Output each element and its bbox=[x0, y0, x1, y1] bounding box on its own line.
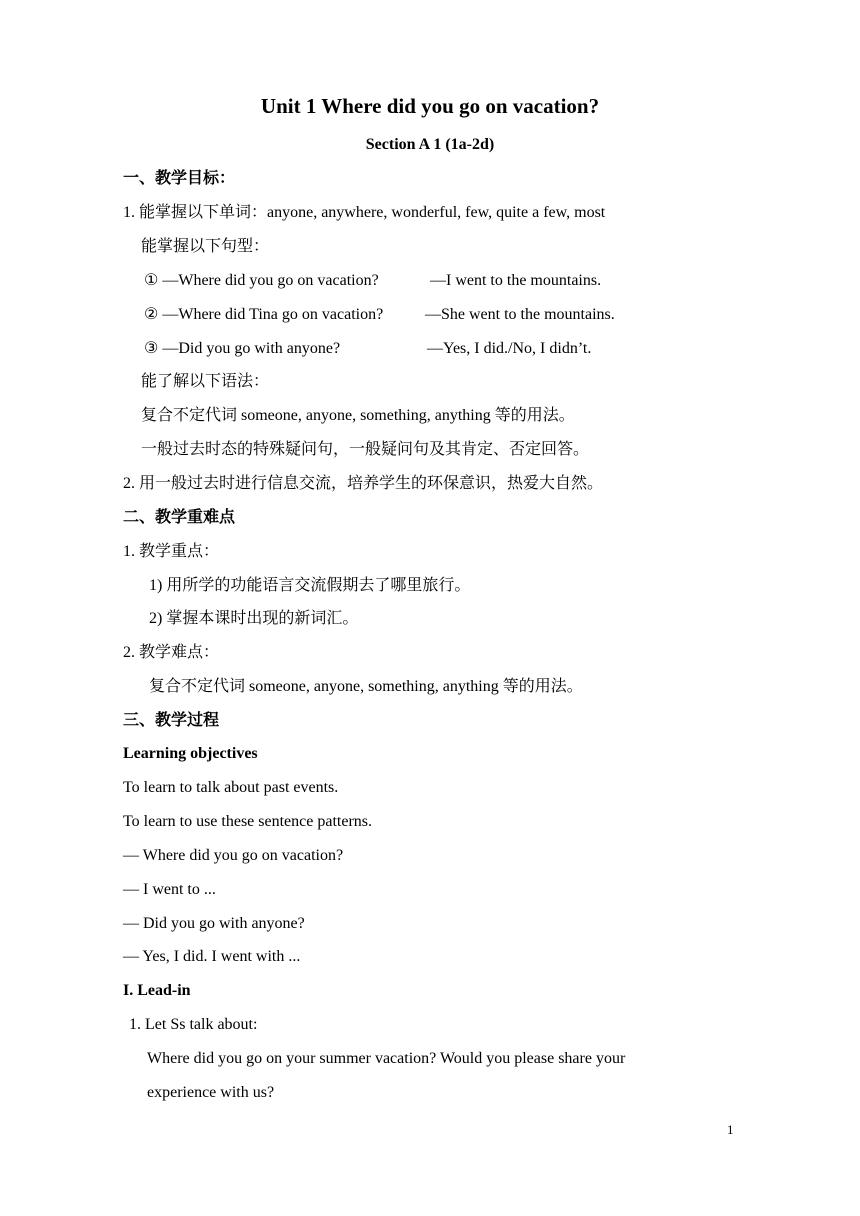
learning-objective: To learn to use these sentence patterns. bbox=[123, 813, 373, 830]
pattern-question: ① —Where did you go on vacation? bbox=[144, 272, 379, 289]
pattern-answer: —I went to the mountains. bbox=[430, 272, 602, 289]
difficulty-item: 复合不定代词 someone, anyone, something, anything 等的用法。 bbox=[149, 678, 583, 695]
focus-label: 1. 教学重点： bbox=[123, 543, 220, 560]
lead-in-heading: I. Lead-in bbox=[123, 982, 191, 999]
page-subtitle: Section A 1 (1a-2d) bbox=[365, 136, 495, 153]
objectives-heading: 一、教学目标： bbox=[123, 170, 236, 187]
grammar-line: 一般过去时态的特殊疑问句，一般疑问句及其肯定、否定回答。 bbox=[141, 441, 590, 458]
pattern-answer: —Yes, I did./No, I didn’t. bbox=[427, 340, 592, 357]
dialogue-line: — Yes, I did. I went with ... bbox=[123, 948, 301, 965]
grammar-line: 复合不定代词 someone, anyone, something, anything 等的用法。 bbox=[141, 407, 575, 424]
pattern-question: ② —Where did Tina go on vacation? bbox=[144, 306, 384, 323]
dialogue-line: — I went to ... bbox=[123, 881, 216, 898]
objectives-item-2: 2. 用一般过去时进行信息交流，培养学生的环保意识，热爱大自然。 bbox=[123, 475, 604, 492]
patterns-label: 能掌握以下句型： bbox=[141, 238, 270, 255]
page-title: Unit 1 Where did you go on vacation? bbox=[260, 94, 600, 118]
page-number: 1 bbox=[727, 1122, 734, 1137]
lead-in-question: Where did you go on your summer vacation? Would you please share your bbox=[147, 1050, 626, 1067]
difficulty-label: 2. 教学难点： bbox=[123, 644, 220, 661]
focus-item: 2) 掌握本课时出现的新词汇。 bbox=[149, 610, 359, 627]
key-points-heading: 二、教学重难点 bbox=[123, 509, 236, 526]
learning-objectives-heading: Learning objectives bbox=[123, 745, 258, 762]
objectives-item-1: 1. 能掌握以下单词：anyone, anywhere, wonderful, few, quite a few, most bbox=[123, 204, 606, 221]
dialogue-line: — Where did you go on vacation? bbox=[123, 847, 344, 864]
process-heading: 三、教学过程 bbox=[123, 712, 220, 729]
pattern-question: ③ —Did you go with anyone? bbox=[144, 340, 341, 357]
learning-objective: To learn to talk about past events. bbox=[123, 779, 339, 796]
lead-in-question: experience with us? bbox=[147, 1084, 275, 1101]
grammar-label: 能了解以下语法： bbox=[141, 373, 270, 390]
lead-in-item: 1. Let Ss talk about: bbox=[129, 1016, 258, 1033]
focus-item: 1) 用所学的功能语言交流假期去了哪里旅行。 bbox=[149, 577, 471, 594]
pattern-answer: —She went to the mountains. bbox=[425, 306, 615, 323]
dialogue-line: — Did you go with anyone? bbox=[123, 915, 305, 932]
